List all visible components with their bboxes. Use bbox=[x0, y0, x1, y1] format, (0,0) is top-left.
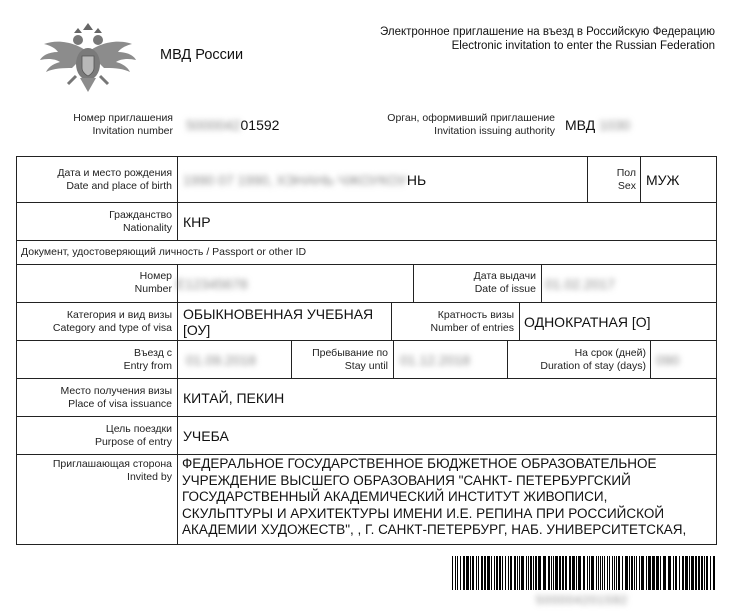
inviting-party-line: АКАДЕМИИ ХУДОЖЕСТВ", , Г. САНКТ-ПЕТЕРБУРГ, НАБ. УНИВЕРСИТЕТСКАЯ, bbox=[182, 522, 687, 538]
barcode-bar bbox=[463, 556, 465, 590]
barcode-bar bbox=[455, 556, 456, 590]
document-number-label: Номер Number bbox=[134, 270, 172, 295]
barcode-bar bbox=[551, 556, 552, 590]
barcode-bar bbox=[689, 556, 690, 590]
barcode-bar bbox=[521, 556, 524, 590]
barcode-bar bbox=[634, 556, 635, 590]
barcode-bar bbox=[491, 556, 492, 590]
barcode-bar bbox=[614, 556, 615, 590]
entry-from-value: 01.09.2018 bbox=[186, 352, 257, 368]
barcode-bar bbox=[698, 556, 700, 590]
barcode-bar bbox=[675, 556, 677, 590]
stay-until-value: 01.12.2018 bbox=[400, 352, 471, 368]
barcode bbox=[452, 556, 718, 590]
document-number-value: E12345678 bbox=[176, 276, 248, 292]
document-section-heading: Документ, удостоверяющий личность / Passport or other ID bbox=[21, 246, 307, 258]
citizenship-value: КНР bbox=[183, 214, 211, 230]
barcode-bar bbox=[660, 556, 661, 590]
entries-value: ОДНОКРАТНАЯ [О] bbox=[524, 314, 651, 330]
visa-category-value: ОБЫКНОВЕННАЯ УЧЕБНАЯ [ОУ] bbox=[183, 306, 374, 338]
visa-place-value: КИТАЙ, ПЕКИН bbox=[183, 390, 285, 406]
barcode-bar bbox=[460, 556, 461, 590]
barcode-bar bbox=[508, 556, 509, 590]
barcode-bar bbox=[668, 556, 671, 590]
barcode-caption: 500004201592 bbox=[536, 593, 629, 607]
duration-label: На срок (дней) Duration of stay (days) bbox=[540, 347, 646, 372]
barcode-bar bbox=[663, 556, 666, 590]
barcode-bar bbox=[569, 556, 571, 590]
barcode-bar bbox=[510, 556, 512, 590]
barcode-bar bbox=[618, 556, 620, 590]
issuing-authority-value: МВД 1030 bbox=[565, 117, 631, 133]
barcode-bar bbox=[478, 556, 479, 590]
barcode-bar bbox=[514, 556, 516, 590]
barcode-bar bbox=[578, 556, 581, 590]
barcode-bar bbox=[466, 556, 469, 590]
barcode-bar bbox=[706, 556, 708, 590]
barcode-bar bbox=[636, 556, 637, 590]
barcode-bar bbox=[548, 556, 550, 590]
barcode-bar bbox=[587, 556, 588, 590]
barcode-bar bbox=[472, 556, 474, 590]
birth-label: Дата и место рождения Date and place of birth bbox=[57, 167, 172, 192]
barcode-bar bbox=[484, 556, 486, 590]
barcode-bar bbox=[572, 556, 575, 590]
barcode-bar bbox=[695, 556, 697, 590]
barcode-bar bbox=[607, 556, 608, 590]
sex-label: Пол Sex bbox=[616, 167, 636, 192]
citizenship-label: Гражданство Nationality bbox=[109, 209, 172, 234]
double-headed-eagle-emblem bbox=[38, 22, 138, 94]
barcode-bar bbox=[701, 556, 703, 590]
barcode-bar bbox=[631, 556, 633, 590]
barcode-bar bbox=[596, 556, 597, 590]
barcode-bar bbox=[598, 556, 599, 590]
barcode-bar bbox=[487, 556, 490, 590]
visa-place-label: Место получения визы Place of visa issuance bbox=[60, 385, 172, 410]
inviting-party-line: ГОСУДАРСТВЕННЫЙ АКАДЕМИЧЕСКИЙ ИНСТИТУТ ЖИВОПИСИ, bbox=[182, 489, 608, 505]
barcode-bar bbox=[713, 556, 715, 590]
barcode-bar bbox=[559, 556, 561, 590]
barcode-bar bbox=[591, 556, 594, 590]
barcode-bar bbox=[562, 556, 564, 590]
barcode-bar bbox=[530, 556, 532, 590]
barcode-bar bbox=[535, 556, 537, 590]
barcode-bar bbox=[565, 556, 567, 590]
barcode-bar bbox=[641, 556, 644, 590]
barcode-bar bbox=[476, 556, 477, 590]
barcode-bar bbox=[496, 556, 498, 590]
purpose-value: УЧЕБА bbox=[183, 428, 229, 444]
barcode-bar bbox=[682, 556, 684, 590]
barcode-bar bbox=[600, 556, 601, 590]
barcode-bar bbox=[622, 556, 623, 590]
barcode-bar bbox=[555, 556, 558, 590]
barcode-bar bbox=[629, 556, 630, 590]
barcode-bar bbox=[494, 556, 495, 590]
barcode-bar bbox=[625, 556, 628, 590]
barcode-bar bbox=[616, 556, 617, 590]
issuing-authority-label: Орган, оформивший приглашение Invitation issuing authority bbox=[387, 112, 555, 137]
document-title-en: Electronic invitation to enter the Russian Federation bbox=[451, 40, 715, 52]
issue-date-label: Дата выдачи Date of issue bbox=[473, 270, 536, 295]
inviting-party-line: УЧРЕЖДЕНИЕ ВЫСШЕГО ОБРАЗОВАНИЯ "САНКТ- ПЕТЕРБУРГСКИЙ bbox=[182, 472, 631, 488]
barcode-bar bbox=[704, 556, 705, 590]
barcode-bar bbox=[652, 556, 655, 590]
barcode-bar bbox=[646, 556, 647, 590]
barcode-bar bbox=[481, 556, 483, 590]
invitation-number-label: Номер приглашения Invitation number bbox=[73, 112, 173, 137]
barcode-bar bbox=[609, 556, 610, 590]
barcode-bar bbox=[543, 556, 546, 590]
barcode-bar bbox=[710, 556, 711, 590]
barcode-bar bbox=[519, 556, 520, 590]
barcode-bar bbox=[656, 556, 659, 590]
inviting-party-line: СКУЛЬПТУРЫ И АРХИТЕКТУРЫ ИМЕНИ И.Е. РЕПИНА ПРИ РОССИЙСКОЙ bbox=[182, 505, 665, 521]
birth-value: 1990 07 1990, ХЭНАНЬ ЧЖОУКОУНЬ bbox=[183, 172, 427, 188]
ministry-name: МВД России bbox=[160, 47, 244, 63]
barcode-bar bbox=[457, 556, 458, 590]
entries-label: Кратность визы Number of entries bbox=[430, 309, 514, 334]
sex-value: МУЖ bbox=[646, 172, 680, 188]
invitation-number-value: 500004201592 bbox=[186, 117, 280, 133]
issue-date-value: 01.02.2017 bbox=[545, 276, 616, 292]
visa-category-label: Категория и вид визы Category and type of visa bbox=[52, 309, 172, 334]
barcode-bar bbox=[583, 556, 585, 590]
barcode-bar bbox=[576, 556, 577, 590]
barcode-bar bbox=[639, 556, 640, 590]
barcode-bar bbox=[602, 556, 603, 590]
barcode-bar bbox=[470, 556, 471, 590]
barcode-bar bbox=[452, 556, 453, 590]
inviting-party-value bbox=[182, 456, 686, 539]
entry-from-label: Въезд с Entry from bbox=[123, 347, 172, 372]
barcode-bar bbox=[673, 556, 674, 590]
duration-value: 090 bbox=[656, 352, 680, 368]
barcode-bar bbox=[528, 556, 529, 590]
inviting-party-line: ФЕДЕРАЛЬНОЕ ГОСУДАРСТВЕННОЕ БЮДЖЕТНОЕ ОБРАЗОВАТЕЛЬНОЕ bbox=[182, 456, 657, 471]
barcode-bar bbox=[538, 556, 541, 590]
barcode-bar bbox=[589, 556, 590, 590]
document-title-ru: Электронное приглашение на въезд в Российскую Федерацию bbox=[379, 26, 715, 38]
barcode-bar bbox=[533, 556, 534, 590]
barcode-bar bbox=[604, 556, 605, 590]
purpose-label: Цель поездки Purpose of entry bbox=[94, 423, 172, 448]
barcode-bar bbox=[526, 556, 527, 590]
barcode-bar bbox=[505, 556, 506, 590]
barcode-bar bbox=[499, 556, 501, 590]
stay-until-label: Пребывание по Stay until bbox=[312, 347, 388, 372]
barcode-bar bbox=[517, 556, 518, 590]
inviting-party-label: Приглашающая сторона Invited by bbox=[52, 458, 172, 483]
barcode-bar bbox=[502, 556, 503, 590]
barcode-bar bbox=[685, 556, 688, 590]
barcode-bar bbox=[648, 556, 651, 590]
barcode-bar bbox=[691, 556, 694, 590]
barcode-bar bbox=[679, 556, 680, 590]
barcode-bar bbox=[612, 556, 613, 590]
barcode-bar bbox=[553, 556, 554, 590]
